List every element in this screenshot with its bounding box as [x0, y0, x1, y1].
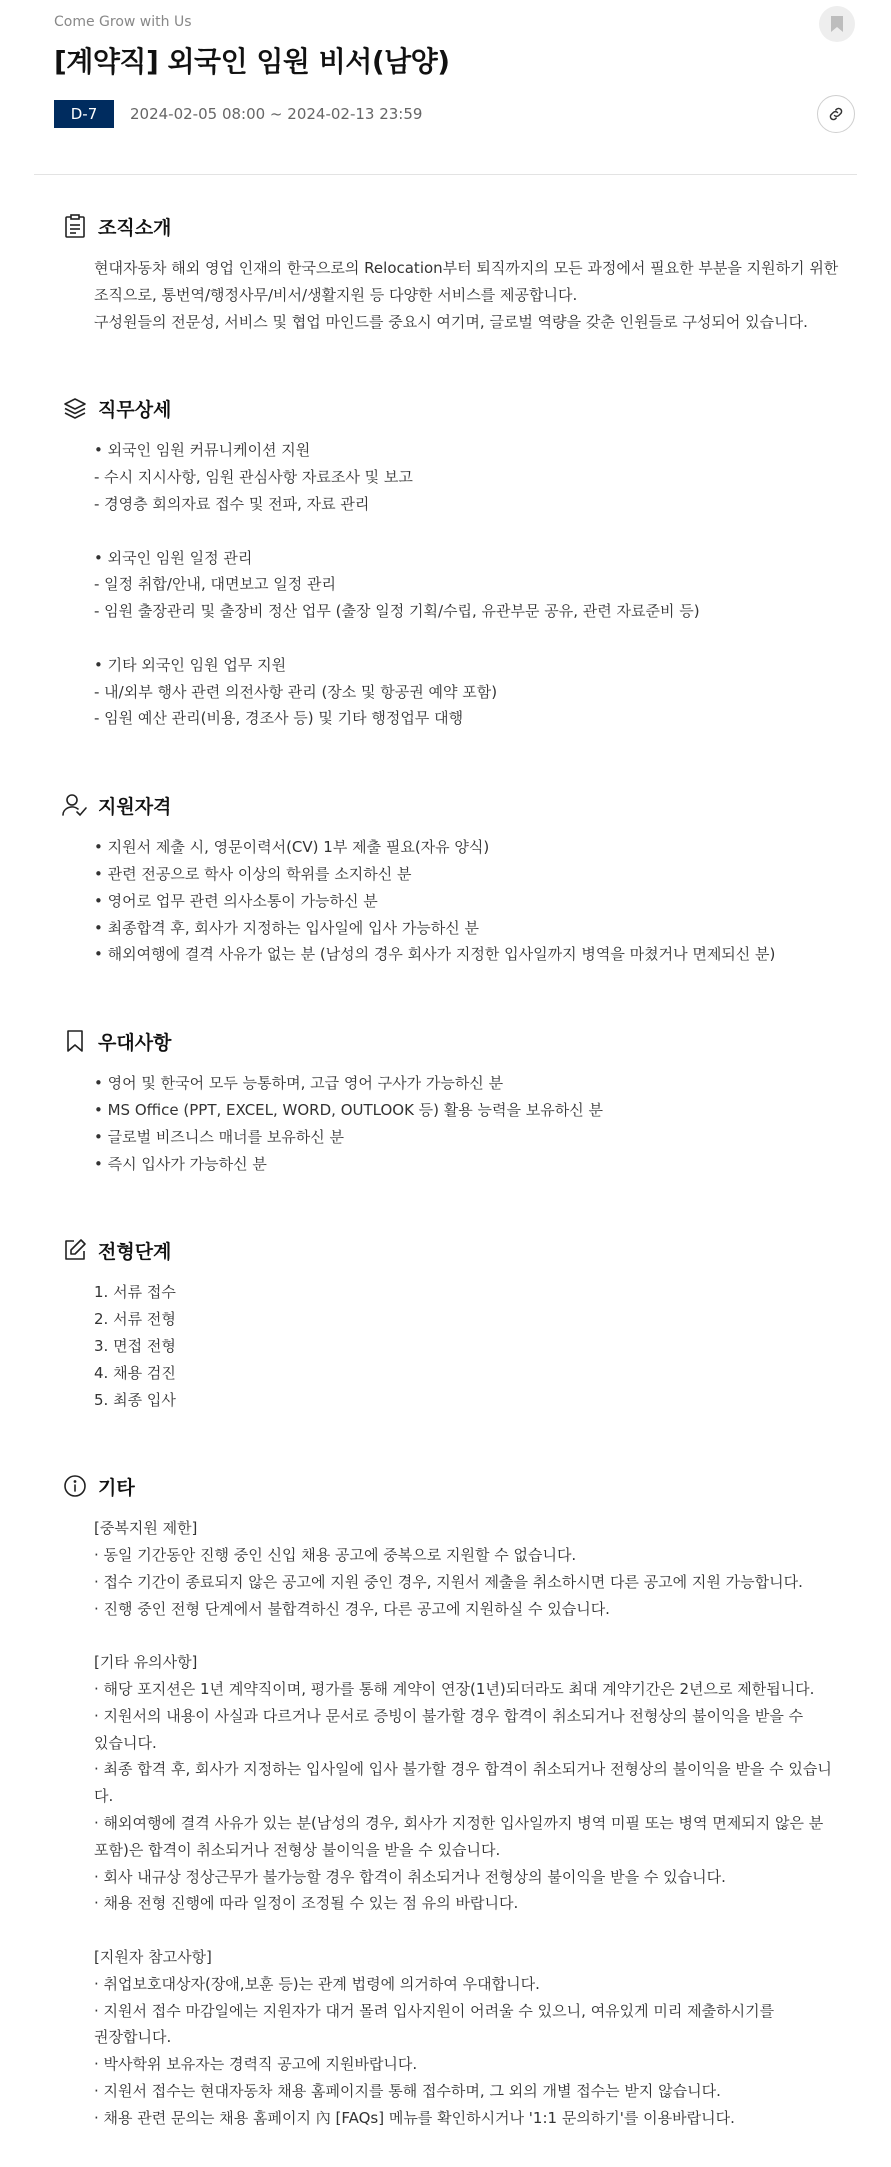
section-body	[62, 437, 845, 732]
body-line: · 최종 합격 후, 회사가 지정하는 입사일에 입사 불가할 경우 합격이 취소되거나 전형상의 불이익을 받을 수 있습니다.	[94, 1760, 832, 1806]
clipboard-icon	[62, 213, 88, 239]
body-line: [중복지원 제한]	[94, 1519, 198, 1538]
body-line: • MS Office (PPT, EXCEL, WORD, OUTLOOK 등) 활용 능력을 보유하신 분	[94, 1100, 603, 1119]
body-line: · 지원서의 내용이 사실과 다르거나 문서로 증빙이 불가할 경우 합격이 취소되거나 전형상의 불이익을 받을 수	[94, 1706, 804, 1725]
section-title: 조직소개	[98, 216, 172, 239]
body-line: - 내/외부 행사 관련 의전사항 관리 (장소 및 항공권 예약 포함)	[94, 682, 498, 701]
section-job-details	[62, 393, 845, 732]
body-line: • 영어 및 한국어 모두 능통하며, 고급 영어 구사가 가능하신 분	[94, 1074, 504, 1093]
body-line: 구성원들의 전문성, 서비스 및 협업 마인드를 중요시 여기며, 글로벌 역량을 갖춘 인원들로 구성되어 있습니다.	[94, 312, 808, 331]
section-header	[62, 1471, 845, 1501]
body-line: · 채용 관련 문의는 채용 홈페이지 內 [FAQs] 메뉴를 확인하시거나 '1:1 문의하기'를 이용바랍니다.	[94, 2108, 735, 2127]
section-process	[62, 1235, 845, 1413]
section-body	[62, 1070, 845, 1177]
meta-row	[54, 100, 811, 128]
bookmark-icon	[830, 15, 844, 33]
body-line: [지원자 참고사항]	[94, 1948, 212, 1967]
body-line: • 해외여행에 결격 사유가 없는 분 (남성의 경우 회사가 지정한 입사일까지 병역을 마쳤거나 면제되신 분)	[94, 945, 776, 964]
section-header	[62, 211, 845, 241]
body-line: · 진행 중인 전형 단계에서 불합격하신 경우, 다른 공고에 지원하실 수 있습니다.	[94, 1599, 610, 1618]
section-title: 전형단계	[98, 1240, 172, 1263]
layers-icon	[62, 395, 88, 421]
section-body	[62, 255, 845, 335]
section-header	[62, 393, 845, 423]
body-line: • 외국인 임원 일정 관리	[94, 548, 253, 567]
copy-link-button[interactable]	[817, 95, 855, 133]
body-line: 조직으로, 통번역/행정사무/비서/생활지원 등 다양한 서비스를 제공합니다.	[94, 285, 578, 304]
body-line	[94, 625, 845, 652]
body-line: · 취업보호대상자(장애,보훈 등)는 관계 법령에 의거하여 우대합니다.	[94, 1974, 540, 1993]
section-header	[62, 790, 845, 820]
page-title: [계약직] 외국인 임원 비서(남양)	[54, 45, 450, 78]
section-header	[62, 1026, 845, 1056]
info-icon	[62, 1473, 88, 1499]
link-icon	[827, 105, 845, 123]
body-line: 3. 면접 전형	[94, 1336, 176, 1355]
bookmark-button[interactable]	[819, 6, 855, 42]
section-title: 지원자격	[98, 795, 172, 818]
edit-icon	[62, 1237, 88, 1263]
body-line: - 경영층 회의자료 접수 및 전파, 자료 관리	[94, 494, 370, 513]
bookmark-outline-icon	[62, 1028, 88, 1054]
body-line	[94, 518, 845, 545]
section-header	[62, 1235, 845, 1265]
section-title: 우대사항	[98, 1031, 172, 1054]
body-line: - 임원 출장관리 및 출장비 정산 업무 (출장 일정 기획/수립, 유관부문 공유, 관련 자료준비 등)	[94, 602, 700, 621]
body-line: 4. 채용 검진	[94, 1363, 176, 1382]
job-content	[0, 175, 891, 2132]
body-line: · 채용 전형 진행에 따라 일정이 조정될 수 있는 점 유의 바랍니다.	[94, 1894, 519, 1913]
body-line: - 수시 지시사항, 임원 관심사항 자료조사 및 보고	[94, 468, 413, 487]
user-check-icon	[62, 792, 88, 818]
body-line: 5. 최종 입사	[94, 1390, 176, 1409]
body-line: 포함)은 합격이 취소되거나 전형상 불이익을 받을 수 있습니다.	[94, 1840, 501, 1859]
section-body	[62, 1515, 845, 2131]
body-line: [기타 유의사항]	[94, 1653, 198, 1672]
body-line: 권장합니다.	[94, 2028, 172, 2047]
body-line: · 해외여행에 결격 사유가 있는 분(남성의 경우, 회사가 지정한 입사일까지 병역 미필 또는 병역 면제되지 않은 분	[94, 1814, 824, 1833]
body-line: 2. 서류 전형	[94, 1310, 176, 1329]
body-line: · 지원서 접수 마감일에는 지원자가 대거 몰려 입사지원이 어려울 수 있으니, 여유있게 미리 제출하시기를	[94, 2001, 775, 2020]
body-line: · 접수 기간이 종료되지 않은 공고에 지원 중인 경우, 지원서 제출을 취소하시면 다른 공고에 지원 가능합니다.	[94, 1572, 803, 1591]
body-line: · 지원서 접수는 현대자동차 채용 홈페이지를 통해 접수하며, 그 외의 개별 접수는 받지 않습니다.	[94, 2082, 721, 2101]
section-body	[62, 834, 845, 968]
body-line: • 기타 외국인 임원 업무 지원	[94, 655, 287, 674]
body-line: • 지원서 제출 시, 영문이력서(CV) 1부 제출 필요(자유 양식)	[94, 838, 490, 857]
body-line: · 회사 내규상 정상근무가 불가능할 경우 합격이 취소되거나 전형상의 불이익을 받을 수 있습니다.	[94, 1867, 726, 1886]
section-org-intro	[62, 211, 845, 335]
body-line: · 동일 기간동안 진행 중인 신입 채용 공고에 중복으로 지원할 수 없습니다.	[94, 1546, 577, 1565]
body-line	[94, 1917, 845, 1944]
section-title: 직무상세	[98, 398, 172, 421]
section-etc	[62, 1471, 845, 2131]
application-period: 2024-02-05 08:00 ~ 2024-02-13 23:59	[130, 105, 423, 123]
body-line: • 최종합격 후, 회사가 지정하는 입사일에 입사 가능하신 분	[94, 918, 480, 937]
job-header	[34, 0, 857, 175]
dday-badge: D-7	[54, 100, 114, 128]
body-line: • 관련 전공으로 학사 이상의 학위를 소지하신 분	[94, 864, 412, 883]
section-preferred	[62, 1026, 845, 1177]
body-line: · 해당 포지션은 1년 계약직이며, 평가를 통해 계약이 연장(1년)되더라도 최대 계약기간은 2년으로 제한됩니다.	[94, 1680, 815, 1699]
body-line: · 박사학위 보유자는 경력직 공고에 지원바랍니다.	[94, 2055, 418, 2074]
section-body	[62, 1279, 845, 1413]
eyebrow-text: Come Grow with Us	[54, 14, 192, 30]
body-line: 있습니다.	[94, 1733, 157, 1752]
body-line: - 일정 취합/안내, 대면보고 일정 관리	[94, 575, 336, 594]
body-line: • 외국인 임원 커뮤니케이션 지원	[94, 441, 311, 460]
body-line: 현대자동차 해외 영업 인재의 한국으로의 Relocation부터 퇴직까지의 모든 과정에서 필요한 부분을 지원하기 위한	[94, 259, 839, 277]
body-line: • 즉시 입사가 가능하신 분	[94, 1154, 267, 1173]
body-line: - 임원 예산 관리(비용, 경조사 등) 및 기타 행정업무 대행	[94, 709, 464, 728]
body-line	[94, 1623, 845, 1650]
section-qualifications	[62, 790, 845, 968]
section-title: 기타	[98, 1476, 135, 1499]
body-line: 1. 서류 접수	[94, 1283, 176, 1302]
body-line: • 영어로 업무 관련 의사소통이 가능하신 분	[94, 891, 378, 910]
body-line: • 글로벌 비즈니스 매너를 보유하신 분	[94, 1127, 345, 1146]
